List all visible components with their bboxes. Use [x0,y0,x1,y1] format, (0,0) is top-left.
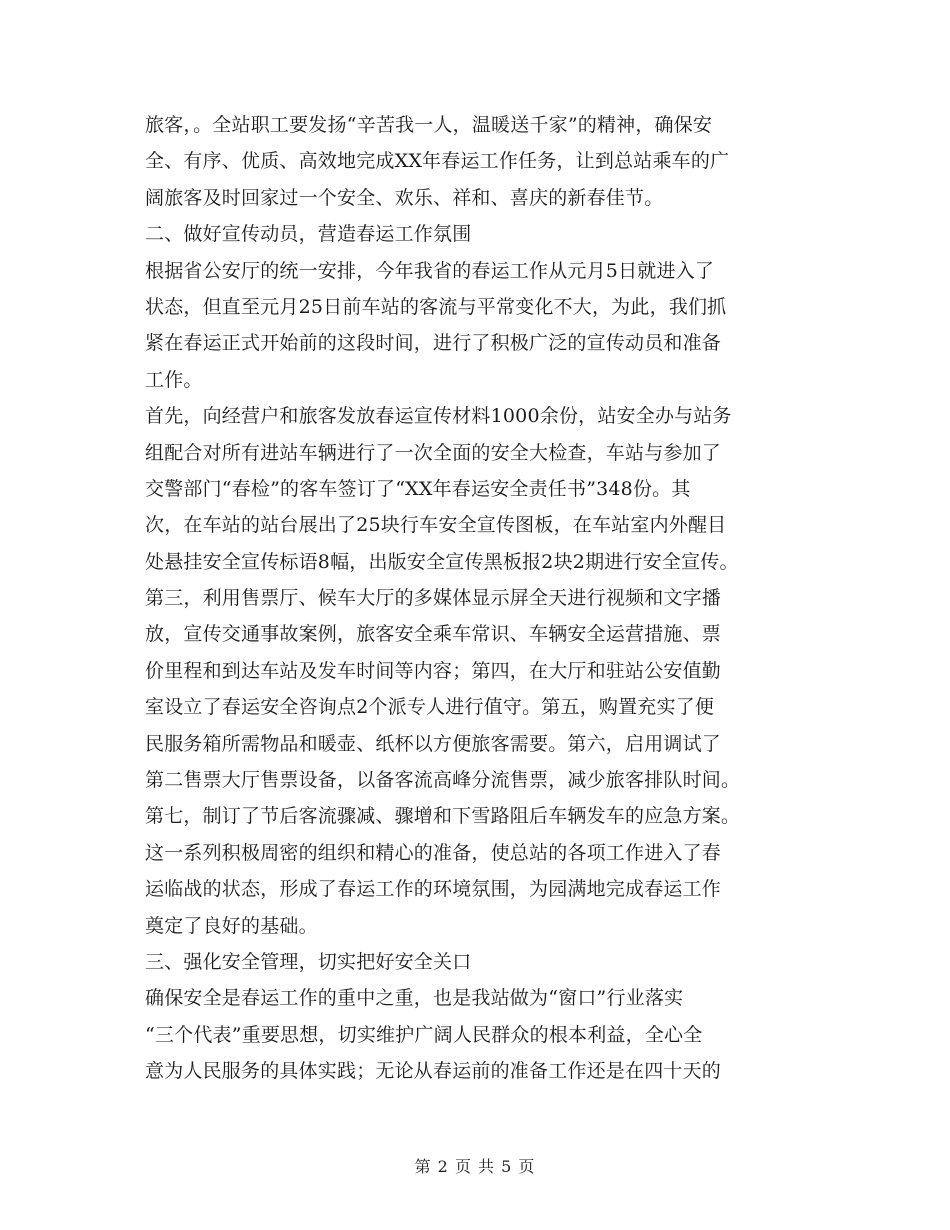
text-line: 旅客，。全站职工要发扬“辛苦我一人，温暖送千家”的精神，确保安 [145,114,713,136]
section-heading: 三、强化安全管理，切实把好安全关口 [145,950,472,973]
document-body [145,107,835,1090]
text-line: 状态，但直至元月25日前车站的客流与平常变化不大，为此，我们抓 [145,295,727,318]
text-line: 第七，制订了节后客流骤减、骤增和下雪路阻后车辆发车的应急方案。 [145,805,741,828]
text-line: 第三，利用售票厅、候车大厅的多媒体显示屏全天进行视频和文字播 [145,587,722,610]
text-line: 确保安全是春运工作的重中之重，也是我站做为“窗口”行业落实 [145,987,684,1010]
text-line: 首先，向经营户和旅客发放春运宣传材料1000余份，站安全办与站务 [145,405,732,428]
text-line: 这一系列积极周密的组织和精心的准备，使总站的各项工作进入了春 [145,841,722,864]
text-line: 民服务箱所需物品和暖壶、纸杯以方便旅客需要。第六，启用调试了 [145,732,722,755]
text-line: 全、有序、优质、高效地完成XX年春运工作任务，让到总站乘车的广 [145,150,730,173]
text-line: “三个代表”重要思想，切实维护广阔人民群众的根本利益，全心全 [145,1023,703,1046]
text-line: 处悬挂安全宣传标语8幅，出版安全宣传黑板报2块2期进行安全宣传。 [145,550,739,573]
text-line: 紧在春运正式开始前的这段时间，进行了积极广泛的宣传动员和准备 [145,332,722,355]
text-line: 阔旅客及时回家过一个安全、欢乐、祥和、喜庆的新春佳节。 [145,186,664,209]
text-line: 价里程和到达车站及发车时间等内容；第四，在大厅和驻站公安值勤 [145,659,722,682]
text-line: 次，在车站的站台展出了25块行车安全宣传图板，在车站室内外醒目 [145,514,727,537]
text-line: 运临战的状态，形成了春运工作的环境氛围，为园满地完成春运工作 [145,878,722,901]
text-line: 组配合对所有进站车辆进行了一次全面的安全大检查，车站与参加了 [145,441,722,464]
text-line: 交警部门“春检”的客车签订了“XX年春运安全责任书”348份。其 [145,477,691,500]
text-line: 第二售票大厅售票设备，以备客流高峰分流售票，减少旅客排队时间。 [145,769,741,792]
text-line: 意为人民服务的具体实践；无论从春运前的准备工作还是在四十天的 [145,1060,722,1083]
page-footer: 第 2 页 共 5 页 [414,1157,536,1176]
section-heading: 二、做好宣传动员，营造春运工作氛围 [145,223,472,246]
text-line: 工作。 [145,368,203,391]
text-line: 根据省公安厅的统一安排，今年我省的春运工作从元月5日就进入了 [145,259,715,282]
text-line: 奠定了良好的基础。 [145,914,318,937]
text-line: 放，宣传交通事故案例，旅客安全乘车常识、车辆安全运营措施、票 [145,623,722,646]
text-line: 室设立了春运安全咨询点2个派专人进行值守。第五，购置充实了便 [145,696,715,719]
